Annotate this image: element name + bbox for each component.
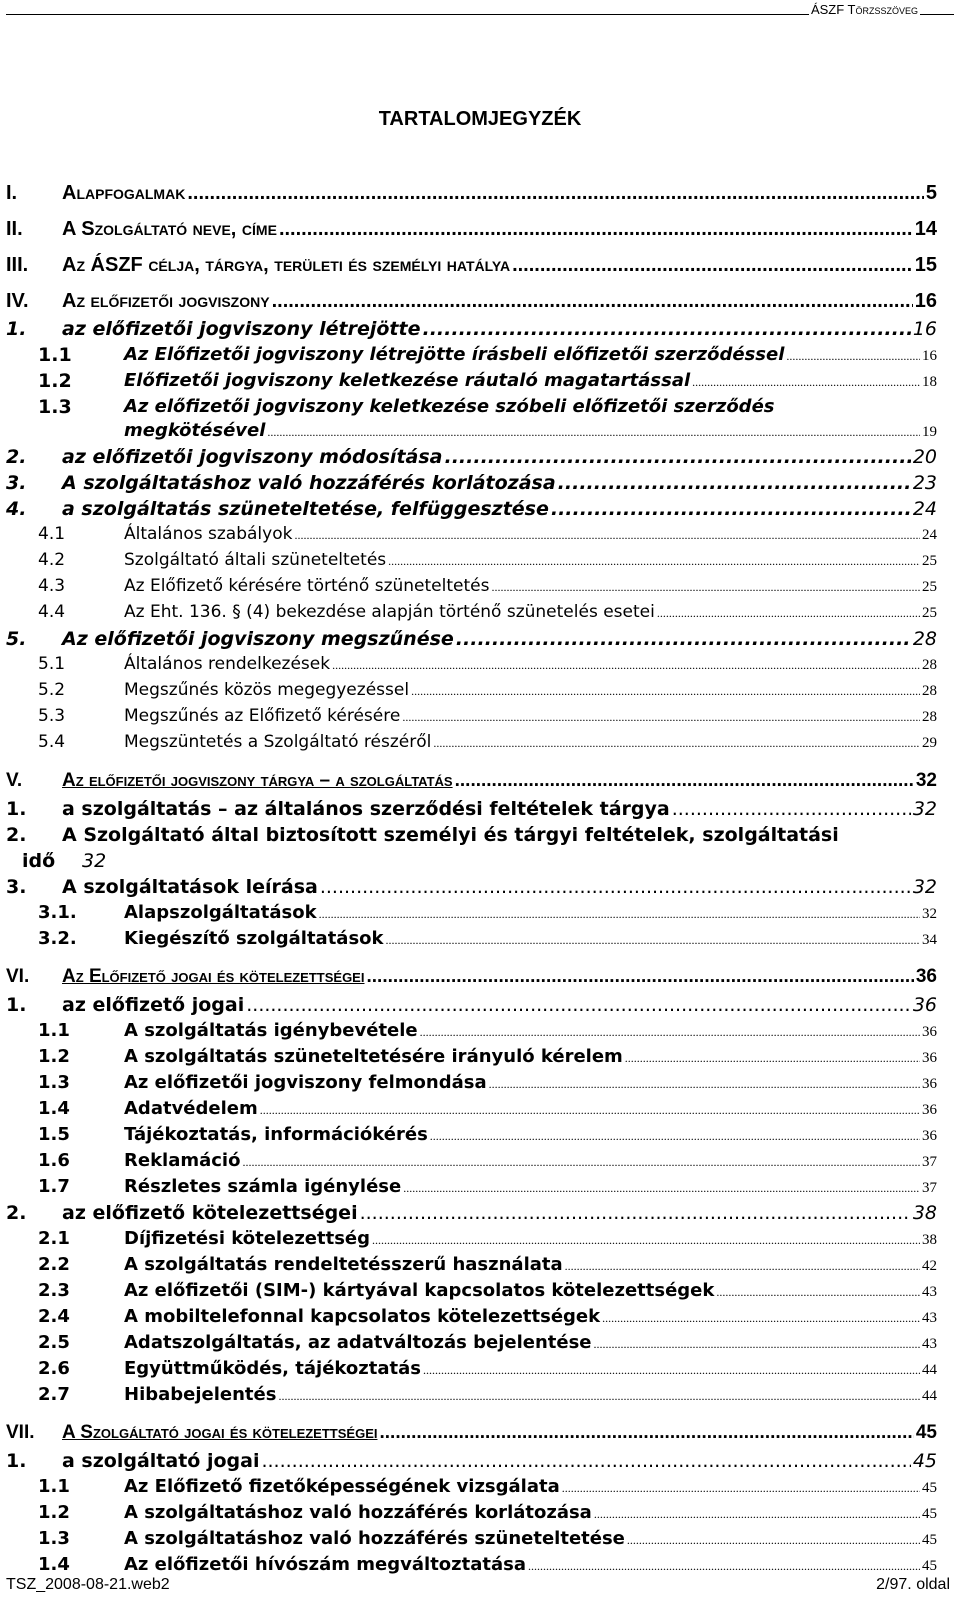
footer-filename: TSZ_2008-08-21.web2 — [6, 1576, 170, 1593]
toc-entry-label: Az Előfizető jogai és kötelezettségei — [62, 966, 365, 987]
toc-leader-dots — [558, 472, 911, 494]
toc-leader-dots — [379, 1422, 913, 1444]
toc-entry-number: 1.4 — [38, 1554, 70, 1575]
toc-entry-number: 2. — [6, 824, 27, 846]
toc-entry-number: 2. — [6, 446, 27, 468]
toc-entry-number: 1.3 — [38, 396, 72, 418]
toc-leader-dots — [272, 290, 913, 313]
toc-entry-label: Hibabejelentés — [124, 1384, 277, 1405]
toc-entry-number: 2.6 — [38, 1358, 70, 1379]
toc-leader-dots — [294, 528, 920, 543]
toc-entry-label: Alapfogalmak — [62, 182, 186, 204]
toc-entry-number: 1.2 — [38, 1046, 70, 1067]
toc-entry-page: 36 — [922, 1076, 937, 1092]
toc-entry-number: VII. — [6, 1422, 35, 1443]
toc-entry-number: 1.4 — [38, 1098, 70, 1119]
toc-entry-number: 4.3 — [38, 576, 66, 596]
toc-entry-label: A szolgáltatás szüneteltetésére irányuló kérelem — [124, 1046, 623, 1067]
toc-entry-number: 2.2 — [38, 1254, 70, 1275]
toc-entry-label: az előfizető kötelezettségei — [62, 1202, 358, 1224]
toc-entry-page: 45 — [912, 1450, 937, 1472]
toc-entry-number: 3.2. — [38, 928, 77, 949]
toc-leader-dots — [246, 994, 911, 1016]
toc-leader-dots — [551, 498, 911, 520]
toc-leader-dots — [672, 798, 911, 820]
toc-leader-dots — [278, 1389, 920, 1404]
toc-entry[interactable] — [0, 290, 960, 320]
toc-entry-label: Az előfizetői jogviszony megszűnése — [62, 628, 454, 650]
toc-leader-dots — [319, 907, 920, 922]
toc-entry-label: az előfizetői jogviszony létrejötte — [62, 318, 421, 340]
toc-entry-page: 45 — [922, 1532, 937, 1548]
toc-entry-label: Az Előfizető kérésére történő szüneteltetés — [124, 576, 490, 596]
toc-entry-page: 44 — [922, 1362, 937, 1378]
toc-entry-page: 45 — [922, 1506, 937, 1522]
toc-entry-number: 1.6 — [38, 1150, 70, 1171]
toc-entry-page: 28 — [922, 683, 937, 699]
toc-entry-number: 1.5 — [38, 1124, 70, 1145]
toc-entry-page: 24 — [922, 527, 937, 543]
toc-entry-label: Megszűnés közös megegyezéssel — [124, 680, 410, 700]
toc-entry-number: 1. — [6, 798, 27, 820]
toc-entry-page: 32 — [912, 876, 937, 898]
toc-leader-dots — [444, 446, 910, 468]
toc-entry-page: 43 — [922, 1310, 937, 1326]
toc-entry-label: A Szolgáltató neve, címe — [62, 218, 277, 240]
toc-leader-dots — [279, 218, 913, 241]
toc-entry-page: 16 — [914, 290, 937, 312]
toc-title: TARTALOMJEGYZÉK — [378, 108, 582, 130]
toc-entry-number: 1.7 — [38, 1176, 70, 1197]
toc-entry-number: IV. — [6, 290, 29, 312]
toc-leader-dots — [512, 254, 913, 277]
toc-entry-page: 37 — [922, 1180, 937, 1196]
toc-entry-page: 36 — [915, 966, 937, 987]
toc-entry[interactable] — [0, 182, 960, 212]
toc-entry-page: 36 — [922, 1050, 937, 1066]
toc-entry-page: 32 — [82, 850, 107, 872]
toc-leader-dots — [332, 658, 920, 673]
toc-entry-number: II. — [6, 218, 23, 240]
toc-entry-number: VI. — [6, 966, 30, 987]
toc-entry-number: 1.2 — [38, 1502, 70, 1523]
toc-leader-dots — [420, 1025, 920, 1040]
toc-entry-number: 2. — [6, 1202, 27, 1224]
toc-entry-page: 28 — [922, 657, 937, 673]
toc-entry-page: 15 — [914, 254, 937, 276]
toc-entry-label: Díjfizetési kötelezettség — [124, 1228, 371, 1249]
toc-leader-dots — [403, 1181, 920, 1196]
toc-entry-label: Az előfizetői jogviszony keletkezése szóbeli előfizetői szerződés — [124, 396, 775, 417]
toc-entry-label: Előfizetői jogviszony keletkezése ráutaló magatartással — [124, 370, 691, 391]
toc-entry-label: Az Előfizetői jogviszony létrejötte írásbeli előfizetői szerződéssel — [124, 344, 785, 365]
header-title: ÁSZF Törzsszöveg — [810, 2, 918, 17]
toc-leader-dots — [433, 736, 920, 751]
toc-entry-label: A szolgáltatáshoz való hozzáférés szüneteltetése — [124, 1528, 625, 1549]
toc-entry-number: 3. — [6, 472, 27, 494]
toc-entry-page: 43 — [922, 1336, 937, 1352]
toc-entry-number: I. — [6, 182, 18, 204]
toc-entry-label: A szolgáltatások leírása — [62, 876, 318, 898]
toc-entry-number: 1.1 — [38, 1020, 70, 1041]
toc-entry-page: 25 — [922, 579, 937, 595]
toc-entry-page: 23 — [912, 472, 937, 494]
toc-entry-page: 28 — [912, 628, 937, 650]
toc-leader-dots — [562, 1481, 920, 1496]
toc-entry-page: 38 — [912, 1202, 937, 1224]
toc-leader-dots — [388, 554, 920, 569]
toc-entry[interactable] — [0, 218, 960, 248]
toc-leader-dots — [565, 1259, 920, 1274]
toc-leader-dots — [489, 1077, 920, 1092]
toc-leader-dots — [242, 1155, 920, 1170]
page-footer — [0, 1576, 960, 1600]
toc-leader-dots — [594, 1507, 920, 1522]
toc-entry-page: 36 — [922, 1128, 937, 1144]
toc-entry-label: Alapszolgáltatások — [124, 902, 317, 923]
toc-leader-dots — [456, 628, 911, 650]
toc-entry-page: 45 — [915, 1422, 937, 1443]
toc-entry-page: 45 — [922, 1480, 937, 1496]
toc-entry-page: 32 — [922, 906, 937, 922]
toc-entry-page: 43 — [922, 1284, 937, 1300]
toc-entry-label: a szolgáltatás – az általános szerződési feltételek tárgya — [62, 798, 670, 820]
toc-leader-dots — [528, 1559, 920, 1574]
toc-entry-number: 1.1 — [38, 344, 72, 366]
toc-entry-page: 5 — [925, 182, 937, 204]
toc-leader-dots — [360, 1202, 911, 1224]
toc-entry-number: 4.2 — [38, 550, 66, 570]
toc-entry-number: 5. — [6, 628, 27, 650]
toc-entry-label: Szolgáltató általi szüneteltetés — [124, 550, 387, 570]
toc-entry-number: 1. — [6, 994, 27, 1016]
toc-entry[interactable] — [0, 1384, 960, 1414]
toc-leader-dots — [402, 710, 920, 725]
toc-entry-page: 24 — [912, 498, 937, 520]
toc-entry-number: 4. — [6, 498, 27, 520]
toc-entry-label: Általános rendelkezések — [124, 654, 331, 674]
toc-entry[interactable] — [0, 254, 960, 284]
toc-entry[interactable] — [0, 732, 960, 762]
toc-entry-page: 25 — [922, 605, 937, 621]
toc-entry-label: a szolgáltató jogai — [62, 1450, 260, 1472]
toc-entry-number: 4.1 — [38, 524, 66, 544]
toc-entry-page: 36 — [922, 1102, 937, 1118]
toc-entry-label: A szolgáltatás igénybevétele — [124, 1020, 418, 1041]
toc-entry[interactable] — [0, 966, 960, 996]
toc-entry-number: 4.4 — [38, 602, 66, 622]
toc-entry-page: 36 — [912, 994, 937, 1016]
toc-leader-dots — [320, 876, 911, 898]
toc-entry-page: 45 — [922, 1558, 937, 1574]
toc-entry-number: 1.2 — [38, 370, 72, 392]
toc-entry-page: 18 — [922, 374, 937, 390]
toc-entry-number: 5.2 — [38, 680, 66, 700]
toc-entry-label: Együttműködés, tájékoztatás — [124, 1358, 421, 1379]
toc-entry[interactable] — [0, 928, 960, 958]
toc-entry-label: az előfizetői jogviszony módosítása — [62, 446, 443, 468]
toc-entry-page: 38 — [922, 1232, 937, 1248]
toc-entry-number: 5.4 — [38, 732, 66, 752]
toc-entry-number: 3. — [6, 876, 27, 898]
toc-entry-number: 3.1. — [38, 902, 77, 923]
toc-entry-page: 28 — [922, 709, 937, 725]
toc-entry-label-continued: megkötésével — [124, 420, 266, 441]
toc-entry-label-continued: idő — [22, 850, 56, 872]
toc-entry-page: 37 — [922, 1154, 937, 1170]
toc-leader-dots — [657, 606, 920, 621]
toc-entry-number: 5.3 — [38, 706, 66, 726]
toc-entry-label: A Szolgáltató által biztosított személyi és tárgyi feltételek, szolgáltatási — [62, 824, 839, 846]
toc-entry-label: Adatszolgáltatás, az adatváltozás bejelentése — [124, 1332, 592, 1353]
toc-leader-dots — [455, 770, 914, 792]
toc-entry-label: Az előfizetői hívószám megváltoztatása — [124, 1554, 527, 1575]
toc-leader-dots — [602, 1311, 920, 1326]
toc-entry-page: 32 — [912, 798, 937, 820]
toc-leader-dots — [372, 1233, 920, 1248]
toc-entry-page: 29 — [922, 735, 937, 751]
toc-entry-number: V. — [6, 770, 23, 791]
toc-entry-label: Tájékoztatás, információkérés — [124, 1124, 428, 1145]
toc-leader-dots — [594, 1337, 920, 1352]
toc-leader-dots — [386, 933, 921, 948]
toc-entry-number: 1. — [6, 318, 27, 340]
toc-entry-page: 32 — [915, 770, 937, 791]
toc-entry-page: 44 — [922, 1388, 937, 1404]
toc-entry-label: Az ÁSZF célja, tárgya, területi és személyi hatálya — [62, 254, 511, 276]
toc-entry[interactable] — [0, 770, 960, 800]
toc-entry-number: 2.7 — [38, 1384, 70, 1405]
toc-leader-dots — [411, 684, 920, 699]
running-header — [0, 0, 960, 22]
toc-leader-dots — [423, 1363, 920, 1378]
toc-entry-number: 1.3 — [38, 1528, 70, 1549]
toc-entry-number: III. — [6, 254, 29, 276]
toc-entry-page: 16 — [912, 318, 937, 340]
toc-entry-label: a szolgáltatás szüneteltetése, felfüggesztése — [62, 498, 549, 520]
toc-entry-label: Megszűnés az Előfizető kérésére — [124, 706, 401, 726]
toc-leader-dots — [261, 1450, 910, 1472]
toc-leader-dots — [267, 425, 920, 440]
toc-entry-number: 2.4 — [38, 1306, 70, 1327]
toc-entry-label: Részletes számla igénylése — [124, 1176, 402, 1197]
toc-leader-dots — [430, 1129, 920, 1144]
toc-entry-label: Az előfizetői jogviszony — [62, 290, 270, 312]
toc-entry[interactable] — [0, 1554, 960, 1576]
toc-entry-label: A szolgáltatás rendeltetésszerű használata — [124, 1254, 563, 1275]
toc-leader-dots — [366, 966, 913, 988]
toc-entry-label: A szolgáltatáshoz való hozzáférés korlátozása — [124, 1502, 592, 1523]
toc-leader-dots — [260, 1103, 920, 1118]
toc-leader-dots — [422, 318, 910, 340]
toc-entry-number: 1.3 — [38, 1072, 70, 1093]
toc-entry-label: Az Előfizető fizetőképességének vizsgálata — [124, 1476, 560, 1497]
toc-leader-dots — [692, 375, 920, 390]
toc-entry-number: 1. — [6, 1450, 27, 1472]
toc-leader-dots — [627, 1533, 920, 1548]
footer-page-number: 2/97. oldal — [876, 1576, 950, 1593]
toc-entry-number: 5.1 — [38, 654, 66, 674]
toc-entry-number: 2.3 — [38, 1280, 70, 1301]
toc-entry-label: az előfizető jogai — [62, 994, 245, 1016]
toc-entry[interactable] — [0, 1422, 960, 1452]
toc-entry-page: 14 — [914, 218, 937, 240]
toc-entry-label: Az előfizetői jogviszony tárgya – a szolgáltatás — [62, 770, 453, 791]
toc-entry-page: 19 — [922, 424, 937, 440]
toc-entry-label: Reklamáció — [124, 1150, 241, 1171]
toc-entry-label: Az előfizetői (SIM-) kártyával kapcsolatos kötelezettségek — [124, 1280, 715, 1301]
toc-entry-label: Az előfizetői jogviszony felmondása — [124, 1072, 487, 1093]
toc-entry-label: Megszüntetés a Szolgáltató részéről — [124, 732, 432, 752]
toc-entry-number: 1.1 — [38, 1476, 70, 1497]
toc-leader-dots — [625, 1051, 920, 1066]
toc-entry-label: A Szolgáltató jogai és kötelezettségei — [62, 1422, 378, 1443]
toc-leader-dots — [187, 182, 924, 205]
toc-entry-page: 42 — [922, 1258, 937, 1274]
toc-entry-label: Az Eht. 136. § (4) bekezdése alapján történő szünetelés esetei — [124, 602, 655, 622]
toc-entry-number: 2.5 — [38, 1332, 70, 1353]
toc-entry-number: 2.1 — [38, 1228, 70, 1249]
toc-entry-label: Általános szabályok — [124, 524, 293, 544]
toc-leader-dots — [786, 349, 920, 364]
toc-entry-page: 25 — [922, 553, 937, 569]
toc-entry-page: 34 — [922, 932, 937, 948]
toc-entry-label: A szolgáltatáshoz való hozzáférés korlátozása — [62, 472, 556, 494]
toc-entry-label: Kiegészítő szolgáltatások — [124, 928, 384, 949]
toc-entry-label: Adatvédelem — [124, 1098, 258, 1119]
toc-entry-page: 20 — [912, 446, 937, 468]
toc-leader-dots — [716, 1285, 920, 1300]
toc-entry-page: 36 — [922, 1024, 937, 1040]
toc-leader-dots — [491, 580, 920, 595]
toc-entry-label: A mobiltelefonnal kapcsolatos kötelezettségek — [124, 1306, 601, 1327]
toc-entry-page: 16 — [922, 348, 937, 364]
